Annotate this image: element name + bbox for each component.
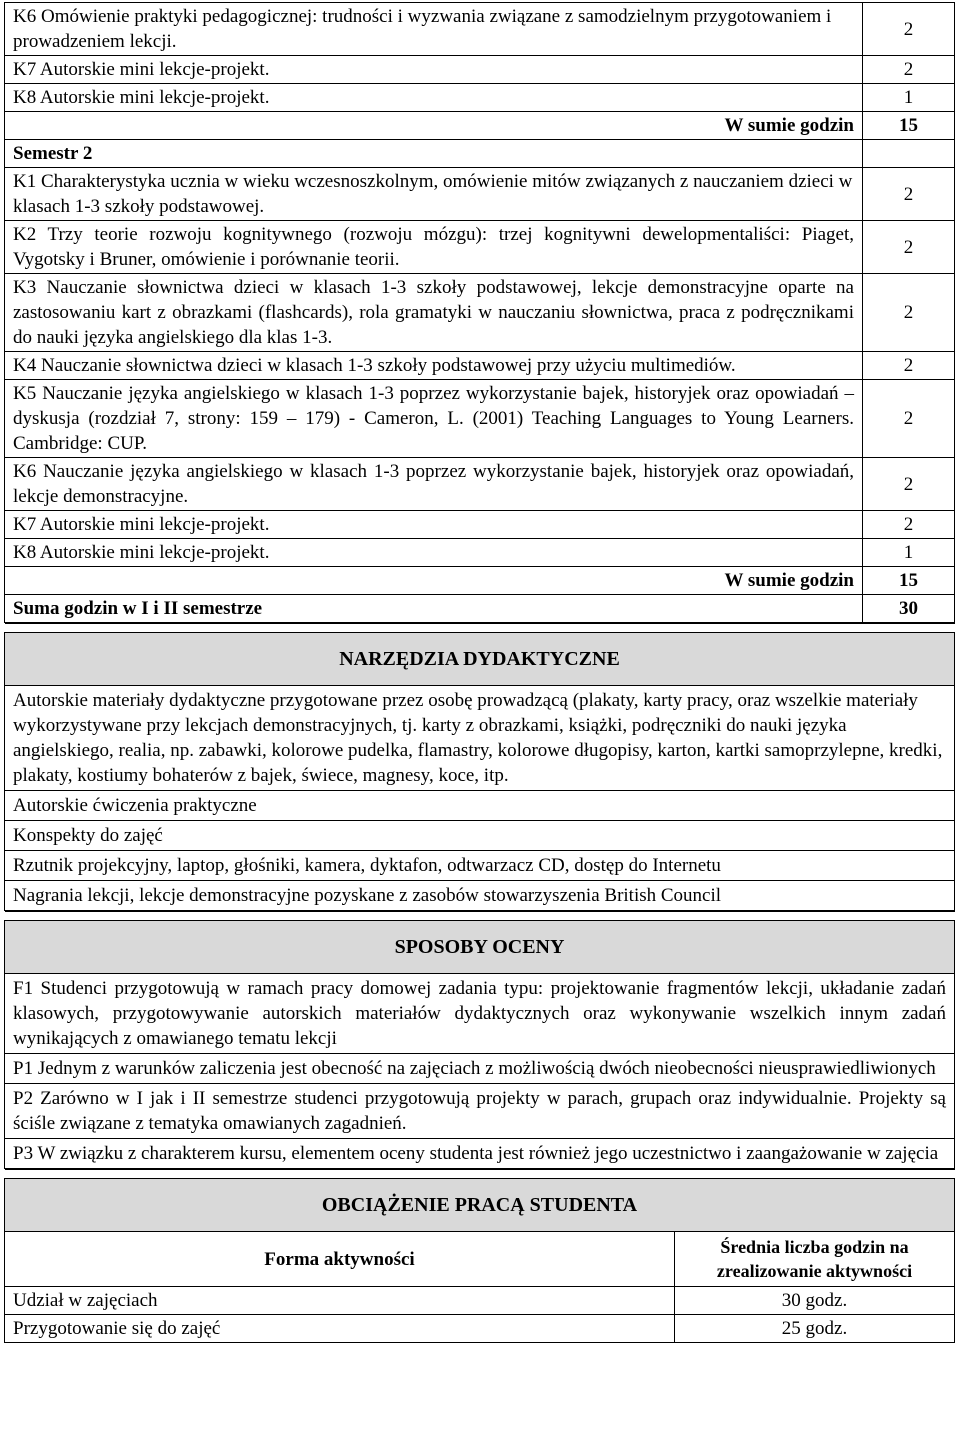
assessment-item: P1 Jednym z warunków zaliczenia jest obecność na zajęciach z możliwością dwóch nieobecności nieusprawiedliwionych xyxy=(5,1054,955,1084)
tools-item: Autorskie materiały dydaktyczne przygotowane przez osobę prowadzącą (plakaty, karty pracy, oraz wszelkie materiały wykorzystywane przy lekcjach demonstracyjnych, tj. karty z obrazkami, książki, podręczniki do nauki języka angielskiego, realia, np. zabawki, kolorowe pudelka, flamastry, kolorowe długopisy, karton, kartki samoprzylepne, kredki, plakaty, kostiumy bohaterów z bajek, świece, magnesy, koce, itp. xyxy=(5,686,955,791)
workload-header-row xyxy=(5,1232,955,1287)
assessment-heading: SPOSOBY OCENY xyxy=(5,921,955,974)
semester-header-row xyxy=(5,140,955,168)
hours-cell: 2 xyxy=(863,168,955,221)
workload-heading: OBCIĄŻENIE PRACĄ STUDENTA xyxy=(5,1179,955,1232)
hours-cell: 1 xyxy=(863,84,955,112)
topic-cell: K2 Trzy teorie rozwoju kognitywnego (rozwoju mózgu): trzej kognitywni dewelopmentaliści: Piaget, Vygotsky i Bruner, omówienie i porównanie teorii. xyxy=(5,221,863,274)
topic-cell: K5 Nauczanie języka angielskiego w klasach 1-3 poprzez wykorzystanie bajek, historyjek oraz opowiadań – dyskusja (rozdział 7, strony: 159 – 179) - Cameron, L. (2001) Teaching Languages to Young Learners. Cambridge: CUP. xyxy=(5,380,863,458)
hours-cell: 2 xyxy=(863,511,955,539)
table-row xyxy=(5,221,955,274)
tools-table xyxy=(4,623,955,911)
table-row xyxy=(5,84,955,112)
table-row xyxy=(5,1315,955,1343)
total-value: 30 xyxy=(863,595,955,623)
workload-table xyxy=(4,1169,955,1343)
hours-cell: 2 xyxy=(863,221,955,274)
hours-cell: 2 xyxy=(863,56,955,84)
syllabus-page xyxy=(4,2,955,1343)
semester-header: Semestr 2 xyxy=(5,140,863,168)
col-hours-header: Średnia liczba godzin na zrealizowanie aktywności xyxy=(675,1232,955,1287)
tools-item: Rzutnik projekcyjny, laptop, głośniki, kamera, dyktafon, odtwarzacz CD, dostęp do Internetu xyxy=(5,851,955,881)
hours-cell: 2 xyxy=(863,380,955,458)
tools-heading: NARZĘDZIA DYDAKTYCZNE xyxy=(5,633,955,686)
sum-label: W sumie godzin xyxy=(5,112,863,140)
topic-cell: K1 Charakterystyka ucznia w wieku wczesnoszkolnym, omówienie mitów związanych z nauczaniem dzieci w klasach 1-3 szkoły podstawowej. xyxy=(5,168,863,221)
table-row xyxy=(5,274,955,352)
table-row xyxy=(5,352,955,380)
course-content-table xyxy=(4,2,955,623)
spacer xyxy=(5,1170,955,1179)
table-row xyxy=(5,380,955,458)
hours-cell: 2 xyxy=(863,458,955,511)
table-row xyxy=(5,511,955,539)
topic-cell: K6 Omówienie praktyki pedagogicznej: trudności i wyzwania związane z samodzielnym przygotowaniem i prowadzeniem lekcji. xyxy=(5,3,863,56)
tools-item: Nagrania lekcji, lekcje demonstracyjne pozyskane z zasobów stowarzyszenia British Council xyxy=(5,881,955,911)
assessment-table xyxy=(4,911,955,1169)
topic-cell: K3 Nauczanie słownictwa dzieci w klasach 1-3 szkoły podstawowej, lekcje demonstracyjne oparte na zastosowaniu kart z obrazkami (flashcards), rola gramatyki w nauczaniu słownictwa, praca z podręcznikami do nauki języka angielskiego dla klas 1-3. xyxy=(5,274,863,352)
hours-cell: 2 xyxy=(863,274,955,352)
table-row xyxy=(5,3,955,56)
hours-cell: 2 xyxy=(863,3,955,56)
hours-cell: 30 godz. xyxy=(675,1287,955,1315)
col-activity-header: Forma aktywności xyxy=(5,1232,675,1287)
assessment-item: P3 W związku z charakterem kursu, elementem oceny studenta jest również jego uczestnictwo i zaangażowanie w zajęcia xyxy=(5,1139,955,1169)
assessment-item: P2 Zarówno w I jak i II semestrze studenci przygotowują projekty w parach, grupach oraz indywidualnie. Projekty są ściśle związane z tematyka omawianych zagadnień. xyxy=(5,1084,955,1139)
topic-cell: K4 Nauczanie słownictwa dzieci w klasach 1-3 szkoły podstawowej przy użyciu multimediów. xyxy=(5,352,863,380)
sum-label: W sumie godzin xyxy=(5,567,863,595)
activity-cell: Przygotowanie się do zajęć xyxy=(5,1315,675,1343)
hours-cell: 1 xyxy=(863,539,955,567)
tools-item: Konspekty do zajęć xyxy=(5,821,955,851)
total-row xyxy=(5,595,955,623)
semester-sum-row xyxy=(5,112,955,140)
hours-cell-empty xyxy=(863,140,955,168)
sum-value: 15 xyxy=(863,112,955,140)
assessment-item: F1 Studenci przygotowują w ramach pracy domowej zadania typu: projektowanie fragmentów lekcji, układanie zadań klasowych, przygotowywanie autorskich materiałów dydaktycznych oraz wykonywanie wszelkich innym zadań wynikających z omawianego tematu lekcji xyxy=(5,974,955,1054)
topic-cell: K7 Autorskie mini lekcje-projekt. xyxy=(5,56,863,84)
topic-cell: K8 Autorskie mini lekcje-projekt. xyxy=(5,84,863,112)
tools-item: Autorskie ćwiczenia praktyczne xyxy=(5,791,955,821)
spacer xyxy=(5,624,955,633)
table-row xyxy=(5,56,955,84)
activity-cell: Udział w zajęciach xyxy=(5,1287,675,1315)
table-row xyxy=(5,168,955,221)
semester-sum-row xyxy=(5,567,955,595)
table-row xyxy=(5,539,955,567)
total-label: Suma godzin w I i II semestrze xyxy=(5,595,863,623)
topic-cell: K6 Nauczanie języka angielskiego w klasach 1-3 poprzez wykorzystanie bajek, historyjek oraz opowiadań, lekcje demonstracyjne. xyxy=(5,458,863,511)
table-row xyxy=(5,1287,955,1315)
topic-cell: K8 Autorskie mini lekcje-projekt. xyxy=(5,539,863,567)
topic-cell: K7 Autorskie mini lekcje-projekt. xyxy=(5,511,863,539)
hours-cell: 25 godz. xyxy=(675,1315,955,1343)
hours-cell: 2 xyxy=(863,352,955,380)
table-row xyxy=(5,458,955,511)
spacer xyxy=(5,912,955,921)
sum-value: 15 xyxy=(863,567,955,595)
